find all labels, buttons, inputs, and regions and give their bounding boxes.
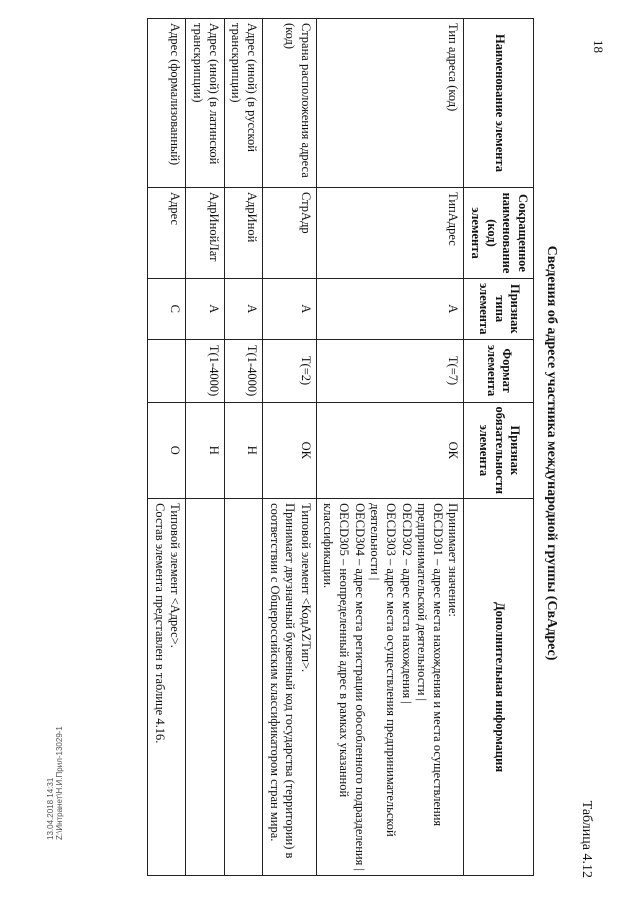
table-row: [186, 19, 224, 876]
cell-format: T(1-4000): [224, 339, 262, 402]
table-label: Таблица 4.12: [579, 800, 594, 878]
cell-info: [186, 499, 224, 876]
header-element-name: Наименование элемента: [464, 19, 534, 188]
cell-info: [316, 499, 464, 876]
cell-required: Н: [186, 402, 224, 499]
cell-info: [148, 499, 186, 876]
cell-required: Н: [224, 402, 262, 499]
cell-name: Страна расположения адреса (код): [263, 19, 317, 188]
info-line: OECD304 – адрес места регистрации обособленного подразделения |: [352, 503, 367, 871]
cell-required: ОК: [263, 402, 317, 499]
table-row: [263, 19, 317, 876]
cell-name: Адрес (иной) (в латинской транскрипции): [186, 19, 224, 188]
cell-required: О: [148, 402, 186, 499]
cell-type: С: [148, 279, 186, 340]
header-additional-info: Дополнительная информация: [464, 499, 534, 876]
cell-name: Адрес (формализованный): [148, 19, 186, 188]
info-line: Типовой элемент <Адрес>.: [168, 503, 183, 648]
cell-info: [263, 499, 317, 876]
table-header-row: [464, 19, 534, 876]
cell-code: ТипАдрес: [316, 188, 464, 279]
cell-code: СтрАдр: [263, 188, 317, 279]
cell-format: T(1-4000): [186, 339, 224, 402]
footer-date: 13.04.2018 14:31: [46, 777, 55, 840]
cell-type: А: [316, 279, 464, 340]
cell-format: [148, 339, 186, 402]
page-number: 18: [591, 40, 606, 53]
table-title: Сведения об адресе участника международной группы (СвАдрес): [544, 245, 559, 661]
cell-type: А: [263, 279, 317, 340]
cell-format: T(=7): [316, 339, 464, 402]
cell-type: А: [224, 279, 262, 340]
cell-code: АдрИнойЛат: [186, 188, 224, 279]
footer-path: Z:\Интранет\Н.И.Прил-13029-1: [55, 726, 64, 840]
rotated-page-content: [84, 18, 604, 888]
table-row: [224, 19, 262, 876]
info-line: Принимает значение:: [446, 503, 461, 617]
header-element-type: Признак типа элемента: [464, 279, 534, 340]
info-line: OECD303 – адрес места осуществления предпринимательской деятельности |: [368, 503, 398, 837]
header-element-code: Сокращенное наименование (код) элемента: [464, 188, 534, 279]
cell-name: Адрес (иной) (в русской транскрипции): [224, 19, 262, 188]
info-line: Принимает двузначный буквенный код государства (территории) в соответствии с Общероссийским классификатором стран мира.: [267, 503, 298, 859]
header-element-required: Признак обязательности элемента: [464, 402, 534, 499]
footer-stamp: [46, 726, 64, 840]
cell-info: [224, 499, 262, 876]
info-line: Типовой элемент <КодAZТип>.: [298, 503, 313, 673]
info-line: OECD301 – адрес места нахождения и места осуществления предпринимательской деятельности |: [415, 503, 445, 827]
table-row: [148, 19, 186, 876]
cell-name: Тип адреса (код): [316, 19, 464, 188]
table-row: [316, 19, 464, 876]
info-line: Состав элемента представлен в таблице 4.16.: [152, 503, 167, 744]
cell-code: АдрИной: [224, 188, 262, 279]
cell-format: T(=2): [263, 339, 317, 402]
address-table: [147, 18, 534, 876]
cell-code: Адрес: [148, 188, 186, 279]
cell-type: А: [186, 279, 224, 340]
cell-required: ОК: [316, 402, 464, 499]
info-line: OECD302 – адрес места нахождения |: [399, 503, 414, 704]
header-element-format: Формат элемента: [464, 339, 534, 402]
info-line: OECD305 – неопределенный адрес в рамках указанной классификации.: [321, 503, 352, 798]
